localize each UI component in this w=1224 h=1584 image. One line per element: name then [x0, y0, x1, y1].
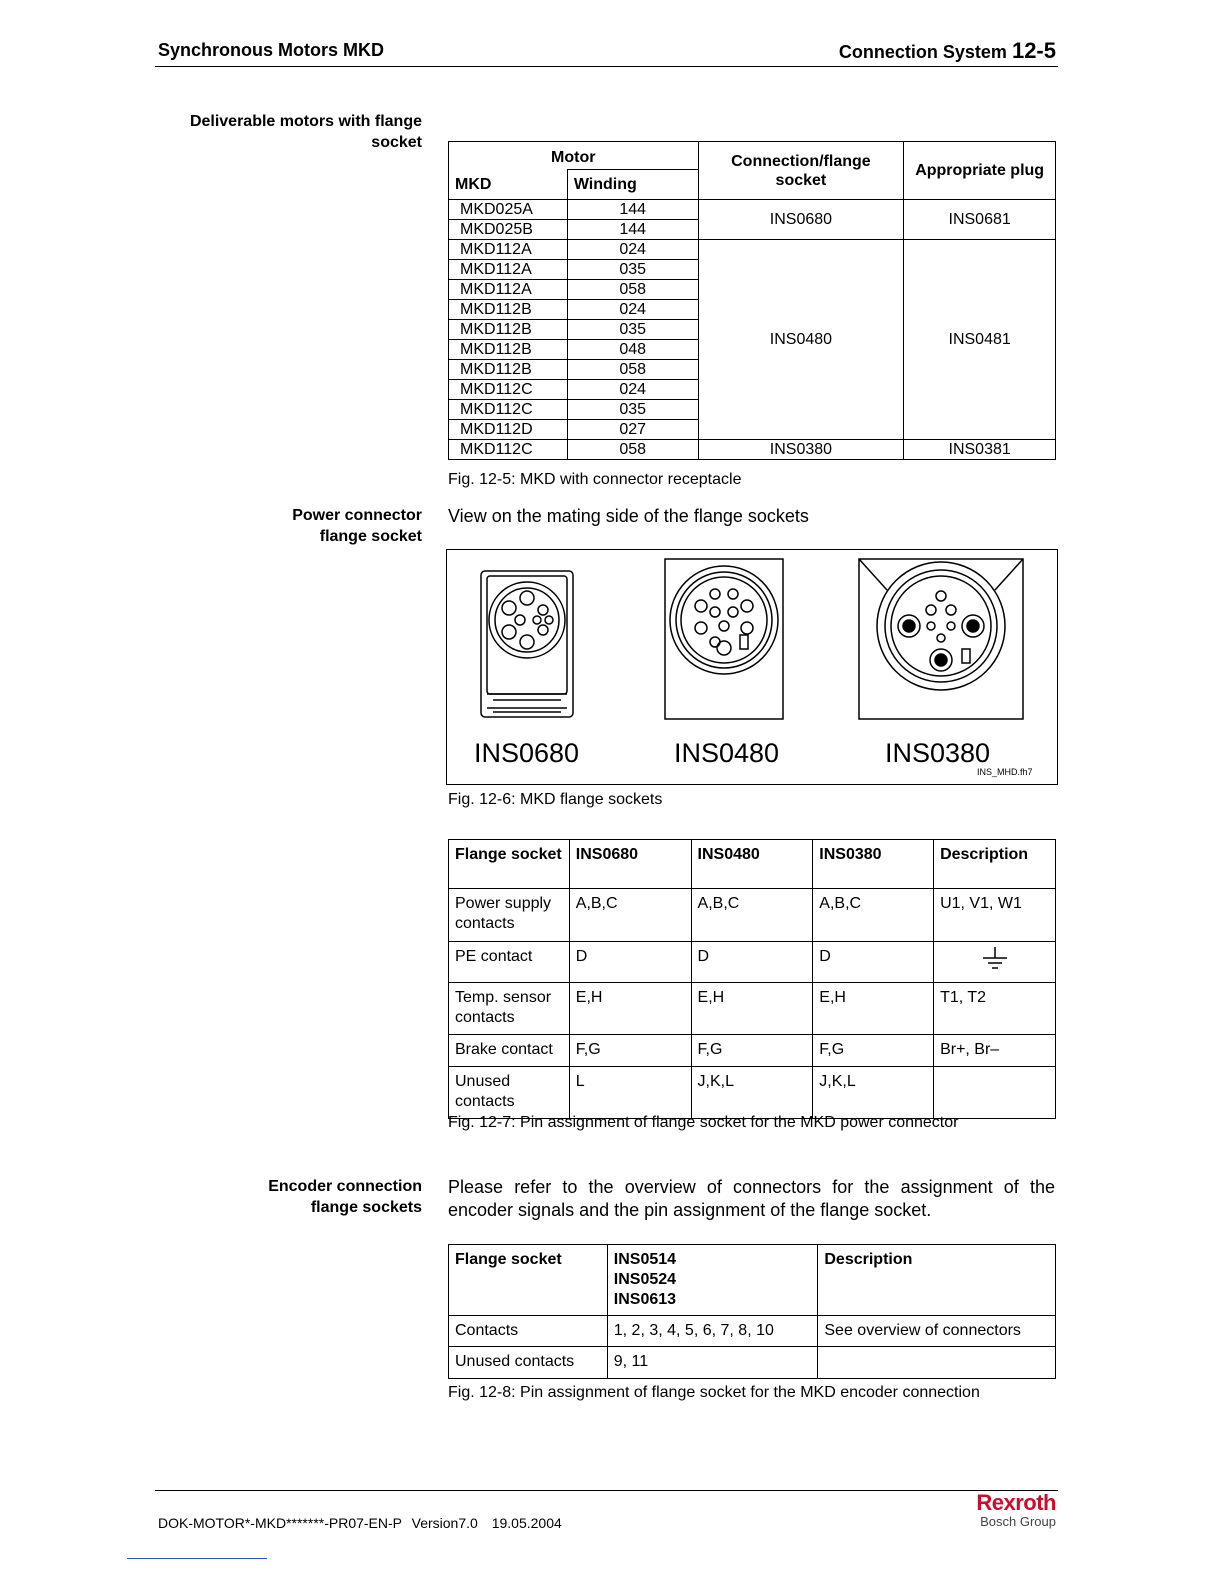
mkd-header: MKD [449, 170, 568, 200]
power-col-description: Description [934, 840, 1056, 889]
ground-icon [980, 947, 1010, 971]
power-pin-row [449, 983, 1056, 1035]
winding-cell: 058 [567, 360, 698, 380]
power-pin-row [449, 942, 1056, 983]
power-pin-cell: J,K,L [691, 1067, 813, 1119]
flange-socket-drawing [447, 550, 1057, 784]
power-pin-cell: F,G [813, 1035, 934, 1067]
motor-type-cell: MKD025A [449, 200, 568, 220]
encoder-pin-table [448, 1244, 1056, 1379]
encoder-socket-ins0613: INS0613 [613, 1291, 677, 1308]
rexroth-logo: Rexroth [976, 1490, 1056, 1515]
flange-socket-figure [446, 549, 1058, 785]
side-heading-encoder: Encoder connection flange sockets [268, 1178, 422, 1216]
side-heading-deliverable: Deliverable motors with flange socket [189, 113, 422, 151]
motor-type-cell: MKD112B [449, 300, 568, 320]
flange-socket-cell: INS0480 [698, 240, 904, 440]
motor-row [449, 200, 1056, 220]
figure-label-ins0680: INS0680 [474, 738, 580, 768]
power-pin-cell: J,K,L [813, 1067, 934, 1119]
power-col-ins0480: INS0480 [691, 840, 813, 889]
power-col-ins0680: INS0680 [569, 840, 691, 889]
winding-cell: 144 [567, 220, 698, 240]
ins0680-socket-drawing [481, 571, 573, 717]
power-pin-row [449, 1035, 1056, 1067]
link-underline [127, 1558, 267, 1559]
power-pin-cell: A,B,C [691, 889, 813, 942]
page-number: 12-5 [1011, 38, 1056, 63]
motor-type-cell: MKD112A [449, 260, 568, 280]
winding-cell: 024 [567, 300, 698, 320]
encoder-intro: Please refer to the overview of connectors for the assignment of the encoder signals and the pin assignment of the flange socket. [448, 1177, 1055, 1220]
power-pin-cell: Unused contacts [449, 1067, 570, 1119]
footer-doc-info [158, 1515, 562, 1531]
encoder-col-flange-socket: Flange socket [449, 1245, 608, 1316]
encoder-col-socket-types [607, 1245, 818, 1316]
power-pin-cell: Brake contact [449, 1035, 570, 1067]
motor-type-cell: MKD112C [449, 400, 568, 420]
power-pin-row [449, 1067, 1056, 1119]
winding-cell: 058 [567, 440, 698, 460]
encoder-socket-ins0524: INS0524 [613, 1271, 677, 1288]
motor-type-cell: MKD112B [449, 360, 568, 380]
winding-cell: 035 [567, 320, 698, 340]
power-pin-cell: E,H [813, 983, 934, 1035]
side-heading-power: Power connector flange socket [292, 507, 422, 545]
encoder-pin-cell [818, 1347, 1056, 1379]
running-header-left: Synchronous Motors MKD [158, 40, 385, 60]
motor-table [448, 141, 1056, 460]
power-pin-cell: PE contact [449, 942, 570, 983]
ground-symbol-cell [934, 942, 1056, 983]
connection-header: Connection/flange socket [698, 142, 904, 200]
power-pin-cell: A,B,C [813, 889, 934, 942]
footer-version: Version7.0 [411, 1515, 478, 1531]
power-pin-cell: F,G [569, 1035, 691, 1067]
power-pin-cell: L [569, 1067, 691, 1119]
plug-header: Appropriate plug [904, 142, 1056, 200]
motor-row [449, 240, 1056, 260]
winding-cell: 058 [567, 280, 698, 300]
section-title: Connection System [838, 42, 1007, 62]
power-pin-cell: F,G [691, 1035, 813, 1067]
winding-header: Winding [567, 170, 698, 200]
winding-cell: 027 [567, 420, 698, 440]
encoder-pin-row [449, 1316, 1056, 1347]
winding-cell: 035 [567, 260, 698, 280]
motor-type-cell: MKD025B [449, 220, 568, 240]
footer-date: 19.05.2004 [491, 1515, 562, 1531]
plug-cell: INS0681 [904, 200, 1056, 240]
encoder-pin-cell: See overview of connectors [818, 1316, 1056, 1347]
power-pin-table [448, 839, 1056, 1119]
winding-cell: 048 [567, 340, 698, 360]
motor-type-cell: MKD112B [449, 320, 568, 340]
power-pin-cell: D [813, 942, 934, 983]
plug-cell: INS0381 [904, 440, 1056, 460]
power-pin-cell: U1, V1, W1 [934, 889, 1056, 942]
power-pin-cell: Temp. sensor contacts [449, 983, 570, 1035]
motor-row [449, 440, 1056, 460]
encoder-pin-cell: Contacts [449, 1316, 608, 1347]
figure-label-ins0480: INS0480 [674, 738, 780, 768]
power-pin-row [449, 889, 1056, 942]
power-pin-cell: D [691, 942, 813, 983]
power-pin-cell: A,B,C [569, 889, 691, 942]
winding-cell: 035 [567, 400, 698, 420]
power-pin-cell: E,H [691, 983, 813, 1035]
encoder-pin-cell: 1, 2, 3, 4, 5, 6, 7, 8, 10 [607, 1316, 818, 1347]
power-pin-cell: Power supply contacts [449, 889, 570, 942]
figure-caption-12-5: Fig. 12-5: MKD with connector receptacle [448, 471, 742, 488]
figure-caption-12-8: Fig. 12-8: Pin assignment of flange socket for the MKD encoder connection [448, 1384, 980, 1401]
bosch-group-label: Bosch Group [980, 1514, 1056, 1529]
figure-label-ins0380: INS0380 [885, 738, 991, 768]
power-pin-cell: T1, T2 [934, 983, 1056, 1035]
winding-cell: 024 [567, 380, 698, 400]
power-pin-cell: E,H [569, 983, 691, 1035]
power-intro: View on the mating side of the flange sockets [448, 506, 809, 526]
encoder-col-description: Description [818, 1245, 1056, 1316]
plug-cell: INS0481 [904, 240, 1056, 440]
motor-type-cell: MKD112B [449, 340, 568, 360]
winding-cell: 024 [567, 240, 698, 260]
motor-type-cell: MKD112C [449, 440, 568, 460]
encoder-pin-cell: Unused contacts [449, 1347, 608, 1379]
winding-cell: 144 [567, 200, 698, 220]
power-pin-cell: D [569, 942, 691, 983]
power-col-ins0380: INS0380 [813, 840, 934, 889]
motor-type-cell: MKD112D [449, 420, 568, 440]
flange-socket-cell: INS0380 [698, 440, 904, 460]
motor-type-cell: MKD112A [449, 240, 568, 260]
power-pin-cell [934, 1067, 1056, 1119]
figure-file-name: INS_MHD.fh7 [977, 767, 1033, 777]
header-rule [155, 66, 1058, 67]
encoder-socket-ins0514: INS0514 [613, 1251, 677, 1268]
footer-doc-number: DOK-MOTOR*-MKD*******-PR07-EN-P [158, 1515, 402, 1531]
running-header-right [839, 38, 1056, 64]
motor-type-cell: MKD112A [449, 280, 568, 300]
figure-caption-12-7: Fig. 12-7: Pin assignment of flange socket for the MKD power connector [448, 1114, 959, 1131]
ins0380-socket-drawing [859, 559, 1023, 719]
motor-type-cell: MKD112C [449, 380, 568, 400]
footer-rule [155, 1490, 1058, 1491]
power-pin-cell: Br+, Br– [934, 1035, 1056, 1067]
ins0480-socket-drawing [665, 559, 783, 719]
power-col-flange-socket: Flange socket [449, 840, 570, 889]
flange-socket-cell: INS0680 [698, 200, 904, 240]
figure-caption-12-6: Fig. 12-6: MKD flange sockets [448, 791, 663, 808]
encoder-pin-cell: 9, 11 [607, 1347, 818, 1379]
encoder-pin-row [449, 1347, 1056, 1379]
motor-header: Motor [449, 142, 699, 170]
